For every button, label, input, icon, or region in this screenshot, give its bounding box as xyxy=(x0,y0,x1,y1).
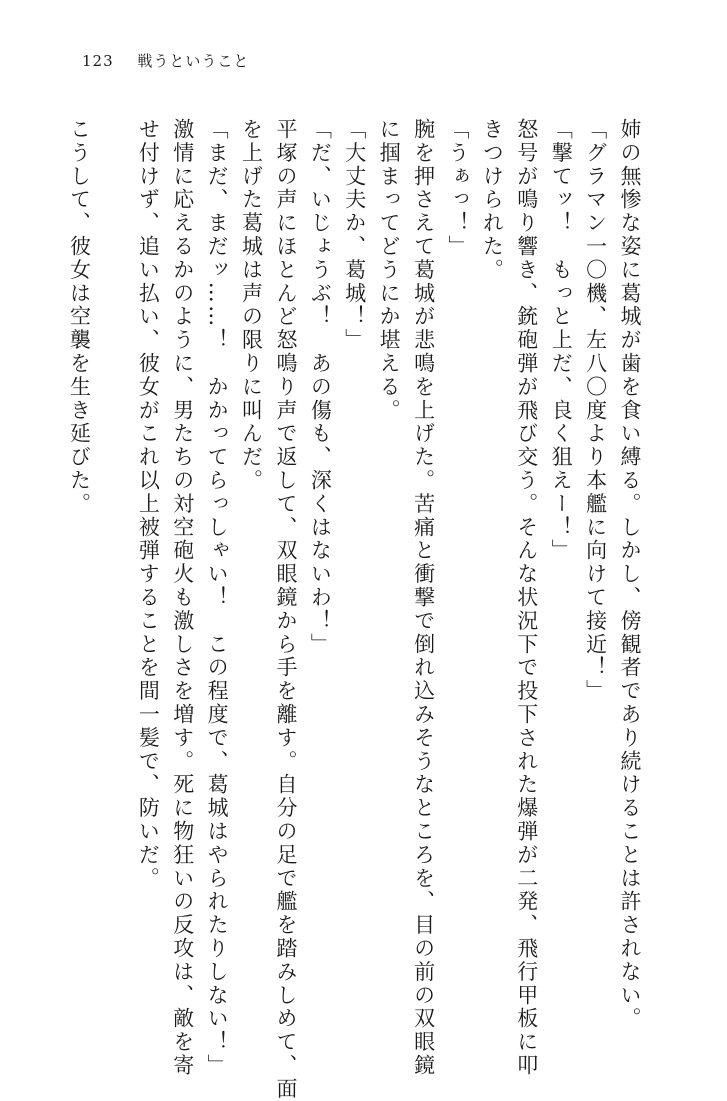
text-line: 激情に応えるかのように、男たちの対空砲火も激しさを増す。死に物狂いの反攻は、敵を寄 xyxy=(170,118,195,1078)
text-line: 「まだ、まだッ……！ かかってらっしゃい！ この程度で、葛城はやられたりしない！」 xyxy=(205,118,230,1078)
text-line: 怒号が鳴り響き、銃砲弾が飛び交う。そんな状況下で投下された爆弾が二発、飛行甲板に叩 xyxy=(514,118,539,1078)
chapter-title: 戦うということ xyxy=(137,52,250,70)
text-line: こうして、彼女は空襲を生き延びた。 xyxy=(67,118,92,516)
text-line: 「うぁっ！」 xyxy=(445,118,470,259)
blank-line xyxy=(97,118,131,958)
text-line: を上げた葛城は声の限りに叫んだ。 xyxy=(239,118,264,493)
text-line: きつけられた。 xyxy=(480,118,505,282)
text-line: 腕を押さえて葛城が悲鳴を上げた。苦痛と衝撃で倒れ込みそうなところを、目の前の双眼鏡 xyxy=(411,118,436,1078)
vertical-body-text xyxy=(62,118,647,1101)
text-line: に掴まってどうにか堪える。 xyxy=(377,118,402,423)
text-line: 平塚の声にほとんど怒鳴り声で返して、双眼鏡から手を離す。自分の足で艦を踏みしめて、面 xyxy=(273,118,298,1101)
text-line: 「撃てッ！ もっと上だ、良く狙えー！」 xyxy=(549,118,574,563)
text-line: 「だ、いじょうぶ！ あの傷も、深くはないわ！」 xyxy=(308,118,333,657)
text-line: 「大丈夫か、葛城！」 xyxy=(342,118,367,352)
text-line: 「グラマン一〇機、左八〇度より本艦に向けて接近！」 xyxy=(583,118,608,703)
text-line: 姉の無惨な姿に葛城が歯を食い縛る。しかし、傍観者であり続けることは許されない。 xyxy=(618,118,642,1031)
running-header xyxy=(82,50,249,71)
text-line: せ付けず、追い払い、彼女がこれ以上被弾することを間一髪で、防いだ。 xyxy=(136,118,161,891)
page-number: 123 xyxy=(82,52,114,70)
